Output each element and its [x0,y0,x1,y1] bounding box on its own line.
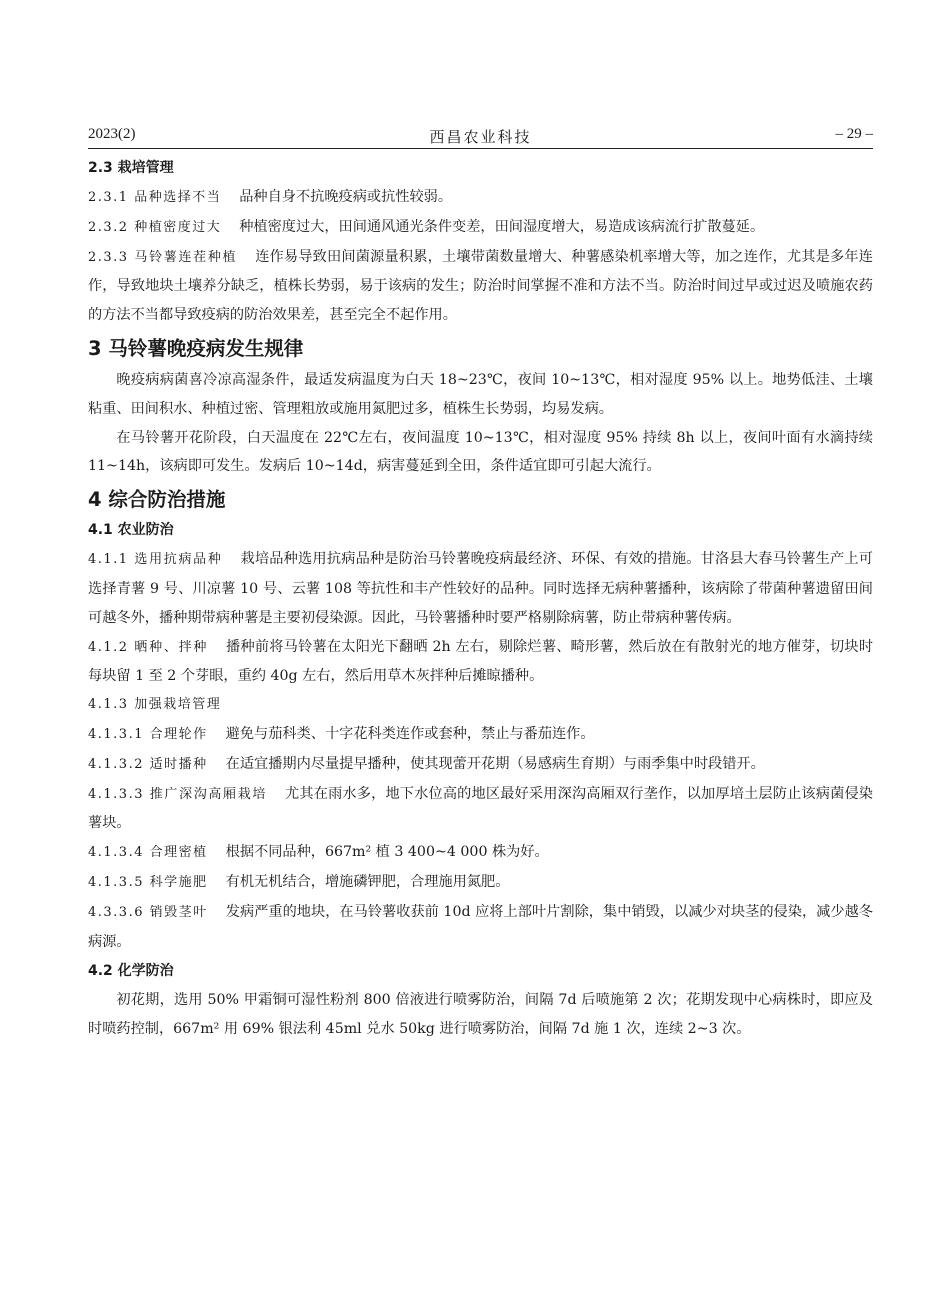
paragraph-lead: 4.1.1 选用抗病品种 [88,552,223,568]
paragraph-4-3-3-6 [88,898,873,957]
paragraph-text: 根据不同品种，667m² 植 3 400~4 000 株为好。 [225,844,549,861]
paragraph-4-1-3-5 [88,868,873,898]
article-body [88,155,873,1044]
paragraph-2-3-1 [88,183,873,213]
section-heading-3: 3 马铃薯晚疫病发生规律 [88,336,304,360]
issue-number: 2023(2) [88,126,136,142]
paragraph-4-1-3-2 [88,750,873,780]
paragraph-4-1-3-3 [88,780,873,839]
paragraph-4-1-2 [88,633,873,692]
paragraph-text: 在适宜播期内尽量提早播种，使其现蕾开花期（易感病生育期）与雨季集中时段错开。 [225,755,765,772]
paragraph-3-2: 在马铃薯开花阶段，白天温度在 22℃左右，夜间温度 10~13℃，相对湿度 95% 持续 8h 以上，夜间叶面有水滴持续 11~14h，该病即可发生。发病后 10~14d，病害蔓延到全田，条件适宜即可引起大流行。 [88,429,873,475]
subsection-heading-4-1-3: 4.1.3 加强栽培管理 [88,697,222,713]
paragraph-text: 种植密度过大，田间通风通光条件变差，田间湿度增大，易造成该病流行扩散蔓延。 [239,218,765,235]
page-number: – 29 – [835,126,873,142]
paragraph-lead: 4.1.2 晒种、拌种 [88,639,209,655]
paragraph-4-1-3-4 [88,838,873,868]
journal-page [88,120,873,1044]
paragraph-2-3-3 [88,243,873,330]
paragraph-lead: 2.3.1 品种选择不当 [88,190,222,205]
paragraph-lead: 2.3.3 马铃薯连茬种植 [88,249,238,265]
paragraph-lead: 4.1.3.3 推广深沟高厢栽培 [88,786,268,802]
paragraph-lead: 4.3.3.6 销毁茎叶 [88,904,208,920]
paragraph-text: 避免与茄科类、十字花科类连作或套种，禁止与番茄连作。 [225,725,595,742]
paragraph-lead: 2.3.2 种植密度过大 [88,219,222,235]
section-heading-4-2: 4.2 化学防治 [88,963,174,980]
journal-title: 西昌农业科技 [429,128,532,146]
paragraph-text: 栽培品种选用抗病品种是防治马铃薯晚疫病最经济、环保、有效的措施。甘洛县大春马铃薯生产上可选择青薯 9 号、川凉薯 10 号、云薯 108 等抗性和丰产性较好的品种。同时选择无病种薯播种，该病除了带菌种薯遗留田间可越冬外，播种期带病种薯是主要初侵染源。因此，马铃薯播种时要严格剔除病薯，防止带病种薯传病。 [88,551,873,626]
paragraph-4-2-1: 初花期，选用 50% 甲霜铜可湿性粉剂 800 倍液进行喷雾防治，间隔 7d 后喷施第 2 次；花期发现中心病株时，即应及时喷药控制，667m² 用 69% 银法利 45ml 兑水 50kg 进行喷雾防治，间隔 7d 施 1 次，连续 2~3 次。 [88,992,873,1038]
paragraph-lead: 4.1.3.1 合理轮作 [88,726,208,742]
paragraph-text: 播种前将马铃薯在太阳光下翻晒 2h 左右，剔除烂薯、畸形薯，然后放在有散射光的地方催芽，切块时每块留 1 至 2 个芽眼，重约 40g 左右，然后用草木灰拌种后摊晾播种。 [88,638,874,685]
paragraph-2-3-2 [88,213,873,243]
paragraph-text: 品种自身不抗晚疫病或抗性较弱。 [239,189,453,205]
paragraph-text: 连作易导致田间菌源量积累，土壤带菌数量增大、种薯感染机率增大等，加之连作，尤其是多年连作，导致地块土壤养分缺乏，植株长势弱，易于该病的发生；防治时间掌握不准和方法不当。防治时间过早或过迟及喷施农药的方法不当都导致疫病的防治效果差，甚至完全不起作用。 [88,248,873,324]
section-heading-4-1: 4.1 农业防治 [88,522,174,539]
paragraph-text: 有机无机结合，增施磷钾肥，合理施用氮肥。 [225,873,510,890]
section-heading-4: 4 综合防治措施 [88,488,226,512]
paragraph-lead: 4.1.3.2 适时播种 [88,756,208,772]
paragraph-lead: 4.1.3.4 合理密植 [88,845,208,861]
paragraph-3-1: 晚疫病病菌喜冷凉高湿条件，最适发病温度为白天 18~23℃，夜间 10~13℃，相对湿度 95% 以上。地势低洼、土壤粘重、田间积水、种植过密、管理粗放或施用氮肥过多，植株生长势弱，均易发病。 [88,371,873,417]
running-header [88,120,873,149]
paragraph-text: 发病严重的地块，在马铃薯收获前 10d 应将上部叶片割除，集中销毁，以减少对块茎的侵染，减少越冬病源。 [88,903,873,950]
paragraph-4-1-1 [88,545,873,632]
paragraph-text: 尤其在雨水多，地下水位高的地区最好采用深沟高厢双行垄作，以加厚培土层防止该病菌侵染薯块。 [88,785,873,832]
paragraph-4-1-3-1 [88,720,873,750]
section-heading-2-3: 2.3 栽培管理 [88,160,174,176]
paragraph-lead: 4.1.3.5 科学施肥 [88,874,208,890]
